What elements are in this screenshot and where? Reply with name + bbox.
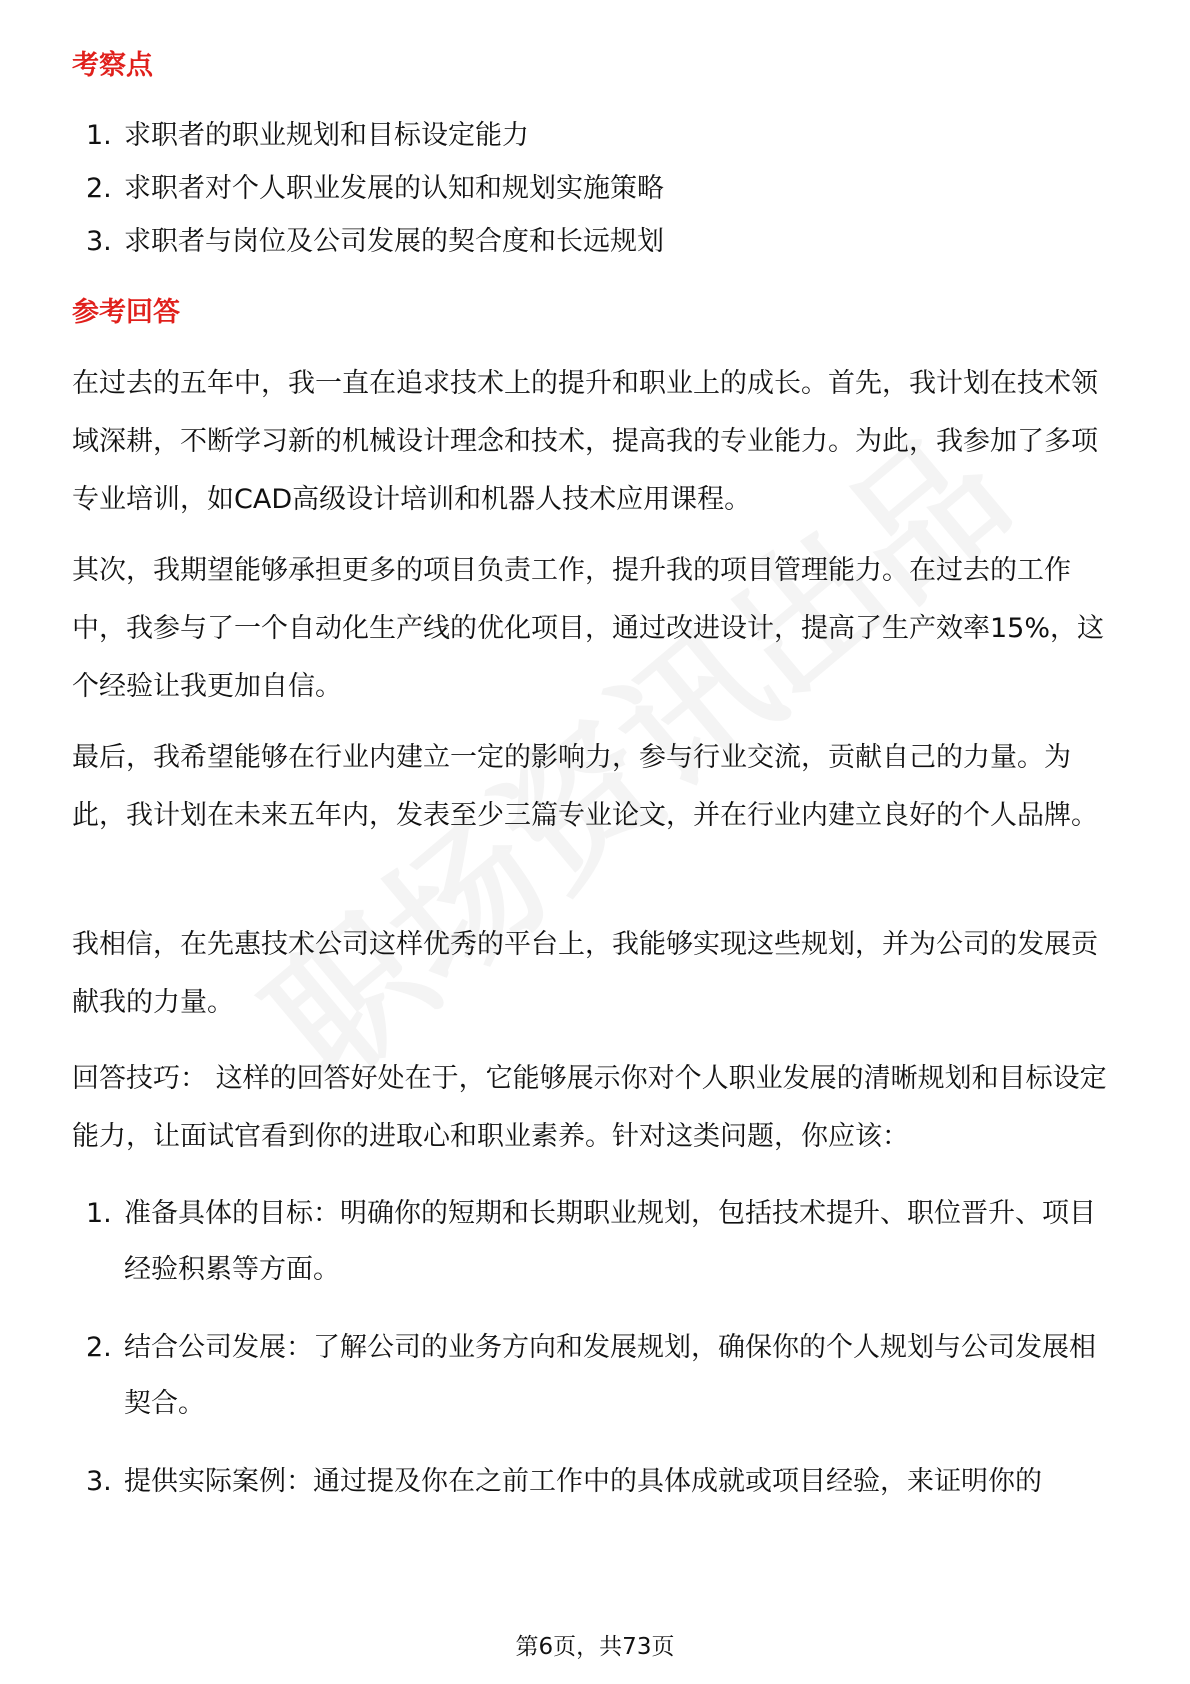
list-number: 2. <box>86 1332 112 1363</box>
tips-points-list <box>72 1186 1122 1514</box>
examine-heading: 考察点 <box>72 50 153 81</box>
list-item <box>72 1186 1122 1320</box>
list-number: 2. <box>86 173 112 204</box>
list-number: 1. <box>86 1198 112 1229</box>
list-text: 求职者的职业规划和目标设定能力 <box>124 120 529 151</box>
list-item <box>72 161 1122 214</box>
list-item <box>72 1320 1122 1454</box>
list-text: 求职者对个人职业发展的认知和规划实施策略 <box>124 173 664 204</box>
list-text: 结合公司发展：了解公司的业务方向和发展规划，确保你的个人规划与公司发展相契合。 <box>124 1332 1096 1419</box>
list-item <box>72 214 1122 267</box>
list-item <box>72 108 1122 161</box>
answer-paragraph: 在过去的五年中，我一直在追求技术上的提升和职业上的成长。首先，我计划在技术领域深耕，不断学习新的机械设计理念和技术，提高我的专业能力。为此，我参加了多项专业培训，如CAD高级设计培训和机器人技术应用课程。 <box>72 368 1098 515</box>
answer-heading: 参考回答 <box>72 297 180 328</box>
list-item <box>72 1454 1122 1514</box>
list-number: 1. <box>86 120 112 151</box>
answer-paragraph: 最后，我希望能够在行业内建立一定的影响力，参与行业交流，贡献自己的力量。为此，我计划在未来五年内，发表至少三篇专业论文，并在行业内建立良好的个人品牌。 <box>72 742 1098 831</box>
page-footer: 第6页，共73页 <box>515 1634 675 1660</box>
list-text: 求职者与岗位及公司发展的契合度和长远规划 <box>124 226 664 257</box>
answer-paragraph: 其次，我期望能够承担更多的项目负责工作，提升我的项目管理能力。在过去的工作中，我参与了一个自动化生产线的优化项目，通过改进设计，提高了生产效率15%，这个经验让我更加自信。 <box>72 555 1105 702</box>
examine-points-list <box>72 108 1122 267</box>
list-number: 3. <box>86 226 112 257</box>
list-text: 提供实际案例：通过提及你在之前工作中的具体成就或项目经验，来证明你的 <box>124 1466 1042 1497</box>
tips-paragraph: 回答技巧： 这样的回答好处在于，它能够展示你对个人职业发展的清晰规划和目标设定能力，让面试官看到你的进取心和职业素养。针对这类问题，你应该： <box>72 1063 1107 1152</box>
list-number: 3. <box>86 1466 112 1497</box>
answer-paragraph: 我相信，在先惠技术公司这样优秀的平台上，我能够实现这些规划，并为公司的发展贡献我的力量。 <box>72 929 1098 1018</box>
list-text: 准备具体的目标：明确你的短期和长期职业规划，包括技术提升、职位晋升、项目经验积累等方面。 <box>124 1198 1096 1285</box>
